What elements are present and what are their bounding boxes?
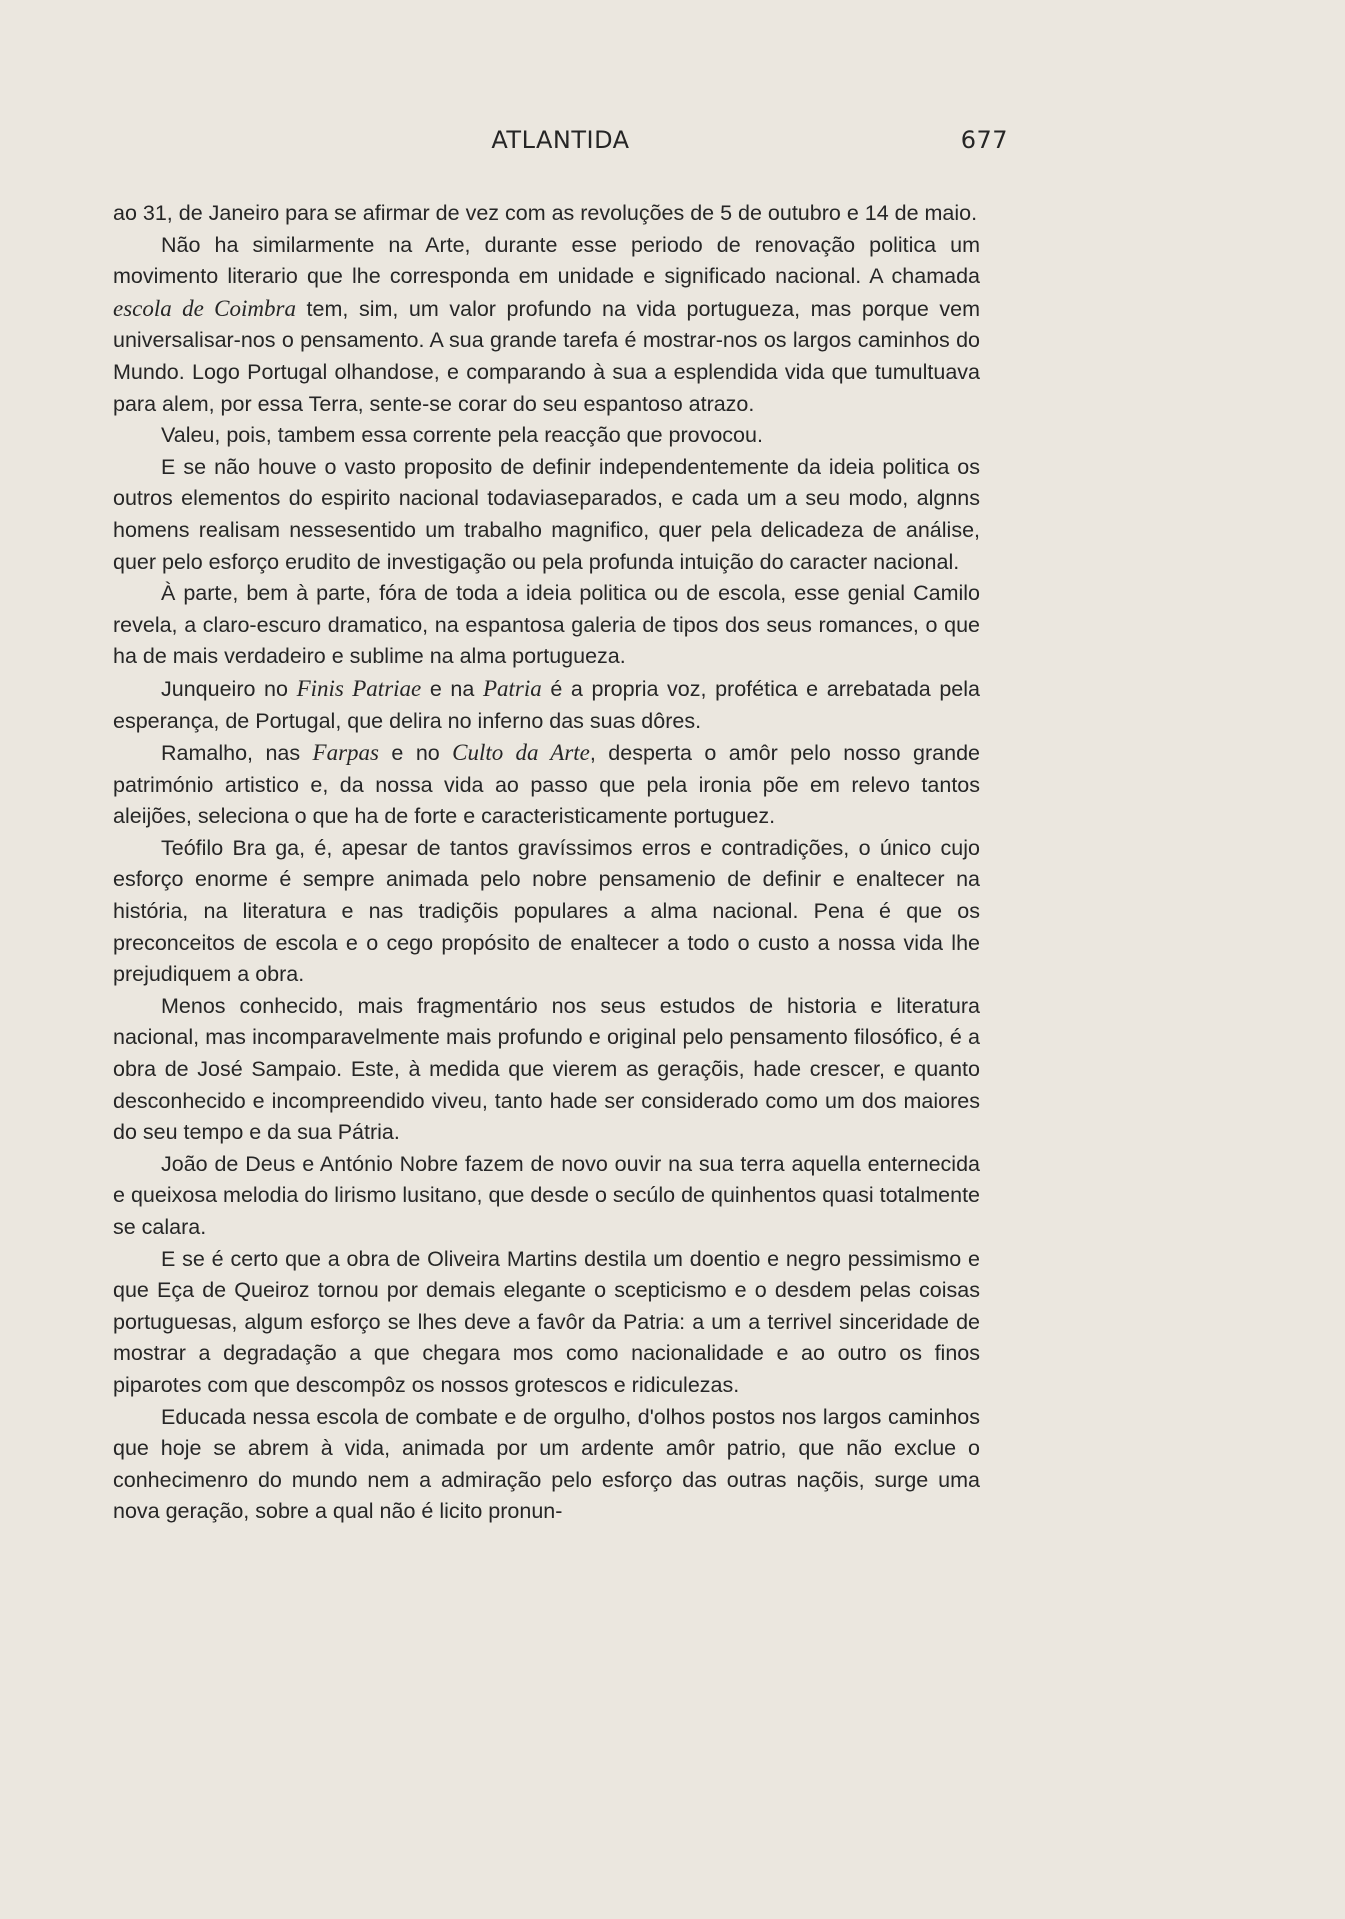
text-run: E se não houve o vasto proposito de definir independentemente da ideia politica os outros elementos do espirito nacional todaviaseparados, e cada um a seu modo, algnns homens realisam nessesentido um trabalho magnifico, quer pela delicadeza de análise, quer pelo esforço erudito de investigação ou pela profunda intuição do caracter nacional. (113, 454, 980, 574)
text-run: e na (421, 676, 483, 701)
running-head (113, 126, 1008, 166)
paragraph (113, 1402, 980, 1528)
paragraph (113, 1244, 980, 1402)
paragraph (113, 833, 980, 991)
text-run: Educada nessa escola de combate e de orgulho, d'olhos postos nos largos caminhos que hoje se abrem à vida, animada por um ardente amôr patrio, que não exclue o conhecimenro do mundo nem a admiração pelo esforço das outras naçõis, surge uma nova geração, sobre a qual não é licito pronun- (113, 1404, 980, 1524)
text-run: tem, sim, um valor profundo na vida portugueza, mas porque vem universalisar-nos o pensamento. A sua grande tarefa é mostrar-nos os largos caminhos do Mundo. Logo Portugal olhandose, e comparando à sua a esplendida vida que tumultuava para alem, por essa Terra, sente-se corar do seu espantoso atrazo. (113, 296, 980, 416)
paragraph (113, 198, 980, 230)
paragraph (113, 991, 980, 1149)
text-run: , desperta o amôr pelo nosso grande património artistico e, da nossa vida ao passo que pela ironia põe em relevo tantos aleijões, seleciona o que ha de forte e caracteristicamente portuguez. (113, 741, 980, 829)
text-run: À parte, bem à parte, fóra de toda a ideia politica ou de escola, esse genial Camilo revela, a claro-escuro dramatico, na espantosa galeria de tipos dos seus romances, o que ha de mais verdadeiro e sublime na alma portugueza. (113, 581, 980, 669)
text-run: Ramalho, nas (161, 741, 313, 766)
paragraph (113, 230, 980, 421)
paragraph (113, 420, 980, 452)
body-text (113, 198, 980, 1528)
text-run: Teófilo Bra ga, é, apesar de tantos gravíssimos erros e contradições, o único cujo esforço enorme é sempre animada pelo nobre pensamenio de definir e enaltecer na história, na literatura e nas tradiçõis populares a alma nacional. Pena é que os preconceitos de escola e o cego propósito de enaltecer a todo o custo a nossa vida lhe prejudiquem a obra. (113, 835, 980, 987)
italic-title: Farpas (312, 740, 379, 766)
paragraph (113, 452, 980, 578)
italic-title: Culto da Arte (452, 740, 590, 766)
running-title: ATLANTIDA (491, 126, 630, 154)
page-number: 677 (960, 126, 1008, 154)
italic-title: escola de Coimbra (113, 295, 296, 321)
text-run: ao 31, de Janeiro para se afirmar de vez com as revoluções de 5 de outubro e 14 de maio. (113, 201, 978, 225)
text-run: Junqueiro no (161, 676, 297, 701)
text-run: e no (379, 741, 453, 766)
paragraph (113, 1149, 980, 1244)
text-run: Valeu, pois, tambem essa corrente pela reacção que provocou. (161, 423, 763, 448)
text-run: João de Deus e António Nobre fazem de novo ouvir na sua terra aquella enternecida e queixosa melodia do lirismo lusitano, que desde o secúlo de quinhentos quasi totalmente se calara. (113, 1151, 980, 1239)
text-run: Não ha similarmente na Arte, durante esse periodo de renovação politica um movimento literario que lhe corresponda em unidade e significado nacional. A chamada (113, 232, 980, 289)
text-run: é a propria voz, profética e arrebatada pela esperança, de Portugal, que delira no inferno das suas dôres. (113, 676, 980, 733)
italic-title: Patria (482, 675, 542, 701)
italic-title: Finis Patriae (296, 675, 422, 701)
paragraph (113, 673, 980, 737)
paragraph (113, 578, 980, 673)
text-run: E se é certo que a obra de Oliveira Martins destila um doentio e negro pessimismo e que Eça de Queiroz tornou por demais elegante o scepticismo e o desdem pelas coisas portuguesas, algum esforço se lhes deve a favôr da Patria: a um a terrivel sinceridade de mostrar a degradação a que chegara mos como nacionalidade e ao outro os finos piparotes com que descompôz os nossos grotescos e ridiculezas. (113, 1246, 980, 1397)
paragraph (113, 737, 980, 833)
text-run: Menos conhecido, mais fragmentário nos seus estudos de historia e literatura nacional, mas incomparavelmente mais profundo e original pelo pensamento filosófico, é a obra de José Sampaio. Este, à medida que vierem as geraçõis, hade crescer, e quanto desconhecido e incompreendido viveu, tanto hade ser considerado como um dos maiores do seu tempo e da sua Pátria. (113, 993, 980, 1145)
